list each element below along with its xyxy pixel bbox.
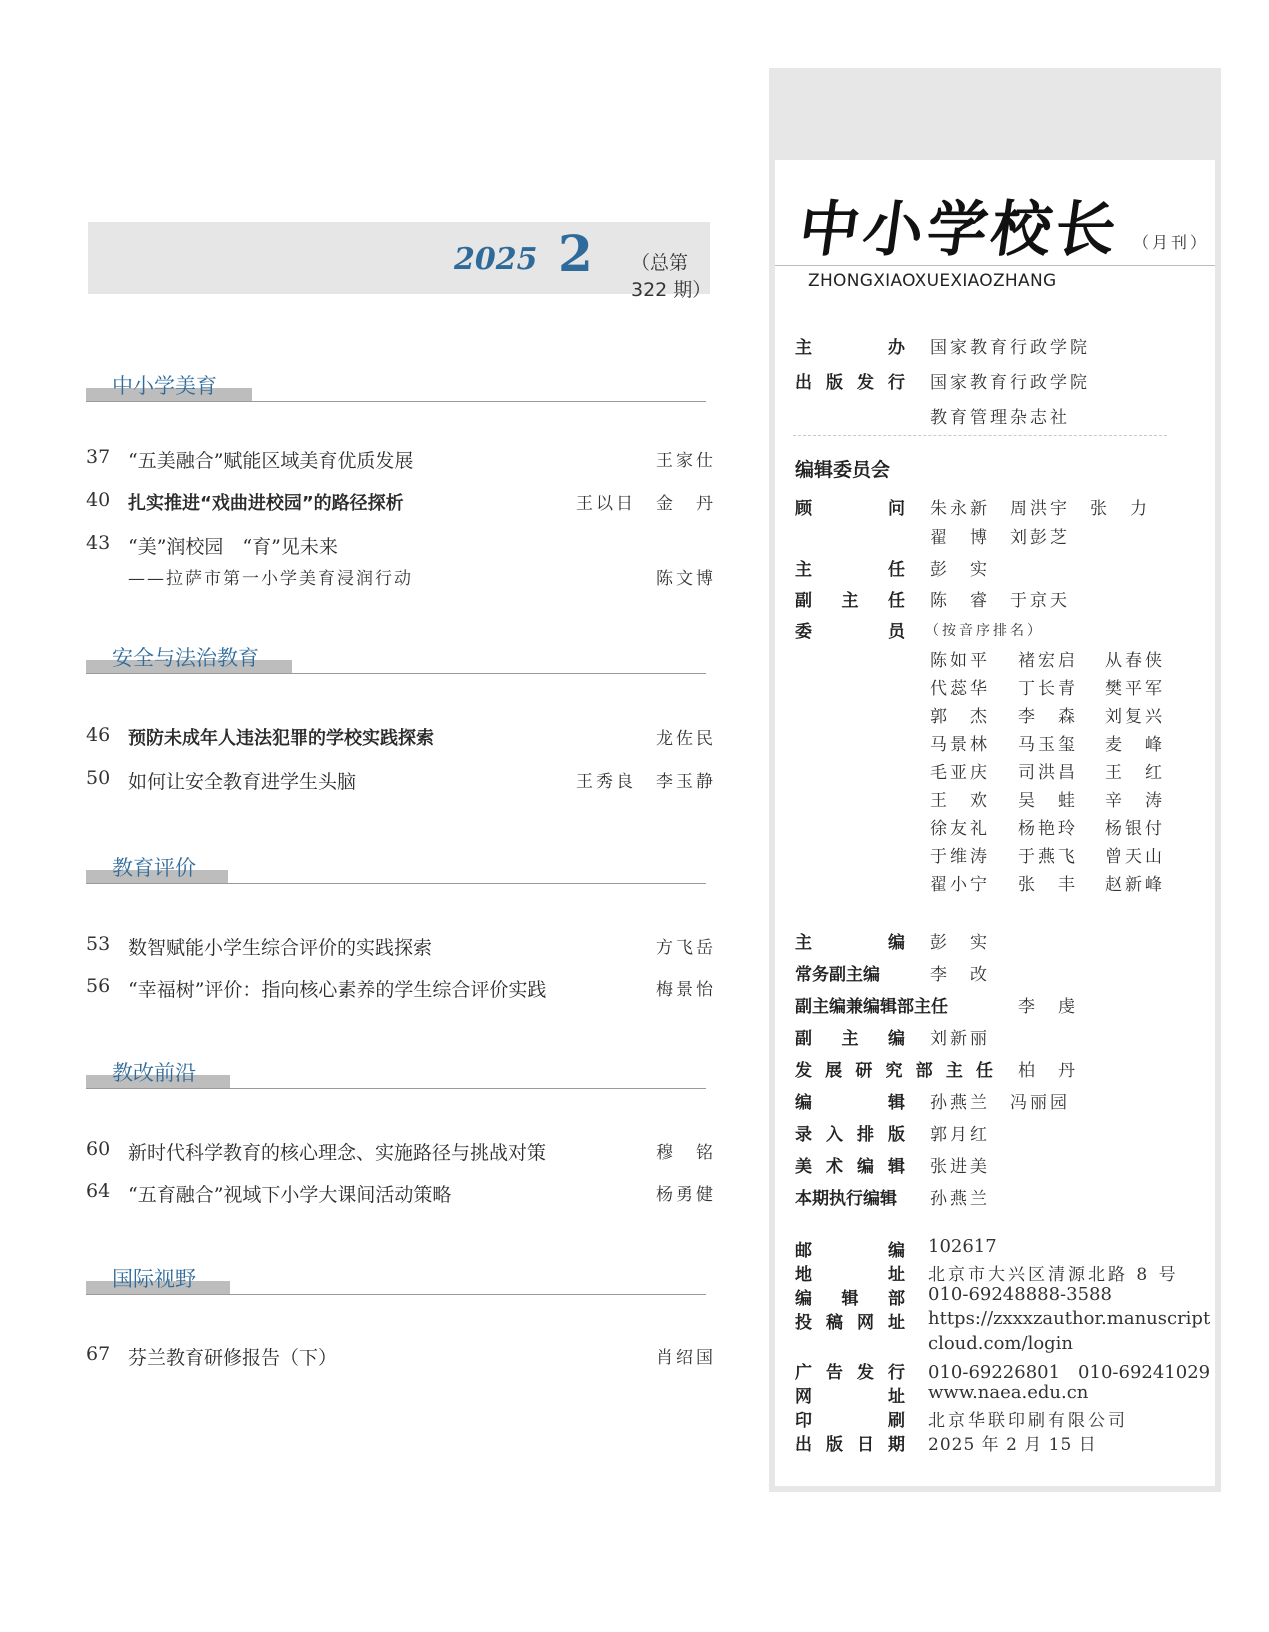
submission-url[interactable]: https://zxxxzauthor.manuscript [928,1308,1211,1329]
toc-entry[interactable] [86,446,716,478]
section-rule [86,1294,706,1295]
logo-divider [775,265,1215,266]
toc-page-number: 37 [86,446,111,468]
toc-subtitle: ——拉萨市第一小学美育浸润行动 [128,569,413,589]
issue-year: 2025 [454,242,538,277]
toc-page-number: 46 [86,724,111,746]
toc-entry[interactable] [86,1180,716,1212]
toc-title[interactable]: 新时代科学教育的核心理念、实施路径与挑战对策 [128,1142,547,1164]
staff-value: 李 虔 [1018,997,1078,1017]
board-member: 吴 蛙 [1018,791,1078,811]
board-member: 毛亚庆 [930,763,990,783]
contact-label: 广告发行 [795,1363,905,1383]
toc-entry[interactable] [86,1343,716,1375]
contact-label: 投稿网址 [795,1313,905,1333]
staff-value: 柏 丹 [1018,1061,1078,1081]
toc-entry[interactable] [86,767,716,799]
toc-title[interactable]: 预防未成年人违法犯罪的学校实践探索 [128,728,434,749]
toc-entry[interactable] [86,933,716,965]
toc-entry[interactable] [86,489,716,521]
publisher-value-2: 教育管理杂志社 [930,408,1070,428]
masthead-divider [793,435,1167,436]
toc-page-number: 60 [86,1138,111,1160]
toc-authors: 杨勇健 [656,1185,716,1205]
publisher-value: 国家教育行政学院 [930,373,1090,393]
section-header-reform-frontier [86,1057,706,1091]
board-member: 赵新峰 [1105,875,1165,895]
board-member: 杨银付 [1105,819,1165,839]
section-rule [86,401,706,402]
toc-title[interactable]: 芬兰教育研修报告（下） [128,1347,338,1369]
toc-page-number: 43 [86,532,111,554]
members-note: （按音序排名） [925,623,1044,639]
contact-label: 出版日期 [795,1435,905,1455]
toc-page-number: 40 [86,489,111,511]
staff-value: 孙燕兰 冯丽园 [930,1093,1070,1113]
toc-page-number: 56 [86,975,111,997]
section-title: 安全与法治教育 [112,646,259,670]
advisors-label: 顾 问 [795,499,905,519]
staff-label: 录入排版 [795,1125,905,1145]
magazine-logo: 中小学校长 [794,195,1125,265]
board-member: 马景林 [930,735,990,755]
toc-authors: 陈文博 [656,569,716,589]
submission-url-cont[interactable]: cloud.com/login [928,1333,1074,1354]
staff-value: 郭月红 [930,1125,990,1145]
toc-entry[interactable] [86,724,716,756]
staff-label: 本期执行编辑 [795,1189,897,1209]
section-title: 教改前沿 [112,1061,196,1085]
staff-value: 张进美 [930,1157,990,1177]
staff-label: 编 辑 [795,1093,905,1113]
board-member: 杨艳玲 [1018,819,1078,839]
contact-label: 编 辑 部 [795,1289,905,1309]
board-member: 李 森 [1018,707,1078,727]
board-member: 王 欢 [930,791,990,811]
toc-authors: 梅景怡 [656,980,716,1000]
board-member: 代蕊华 [930,679,990,699]
section-header-aesthetic-education [86,370,706,404]
board-member: 司洪昌 [1018,763,1078,783]
advertising-phone: 010-69226801 010-69241029 [928,1362,1211,1383]
toc-title[interactable]: 数智赋能小学生综合评价的实践探索 [128,937,433,959]
members-label: 委 员 [795,622,905,642]
deputy-director-label: 副 主 任 [795,591,905,611]
postal-code: 102617 [928,1236,997,1257]
address: 北京市大兴区清源北路 8 号 [928,1265,1179,1285]
section-title: 教育评价 [112,856,196,880]
toc-title[interactable]: 如何让安全教育进学生头脑 [128,771,357,793]
staff-value: 孙燕兰 [930,1189,990,1209]
toc-page-number: 53 [86,933,111,955]
board-member: 翟小宁 [930,875,990,895]
toc-title[interactable]: “美”润校园 “育”见未来 [128,536,338,558]
section-rule [86,883,706,884]
publisher-label: 出版发行 [795,373,905,393]
editorial-board-title: 编辑委员会 [795,459,891,481]
staff-label: 常务副主编 [795,965,880,985]
contact-label: 邮 编 [795,1241,905,1261]
toc-page-number: 64 [86,1180,111,1202]
board-member: 樊平军 [1105,679,1165,699]
board-member: 丁长青 [1018,679,1078,699]
board-member: 郭 杰 [930,707,990,727]
section-title: 国际视野 [112,1267,196,1291]
section-rule [86,1088,706,1089]
publication-frequency: （月刊） [1133,233,1210,252]
toc-authors: 王以日 金 丹 [576,494,716,514]
board-member: 张 丰 [1018,875,1078,895]
toc-entry[interactable] [86,975,716,1007]
toc-entry[interactable] [86,1138,716,1170]
toc-page-number: 50 [86,767,111,789]
advisors-line-2: 翟 博 刘彭芝 [930,528,1070,548]
staff-label: 发展研究部主任 [795,1061,993,1081]
toc-title[interactable]: “幸福树”评价：指向核心素养的学生综合评价实践 [128,979,547,1001]
toc-authors: 王家仕 [656,451,716,471]
contact-label: 网 址 [795,1387,905,1407]
issue-banner [88,222,712,301]
magazine-pinyin: ZHONGXIAOXUEXIAOZHANG [808,271,1057,291]
board-member: 麦 峰 [1105,735,1165,755]
board-member: 陈如平 [930,651,990,671]
deputy-director-value: 陈 睿 于京天 [930,591,1070,611]
toc-page-number: 67 [86,1343,111,1365]
board-member: 褚宏启 [1018,651,1078,671]
staff-label: 主 编 [795,933,905,953]
board-member: 王 红 [1105,763,1165,783]
sponsor-value: 国家教育行政学院 [930,338,1090,358]
director-value: 彭 实 [930,560,990,580]
toc-authors: 肖绍国 [656,1348,716,1368]
section-title: 中小学美育 [112,374,217,398]
staff-value: 刘新丽 [930,1029,990,1049]
printer: 北京华联印刷有限公司 [928,1411,1128,1431]
section-header-evaluation [86,852,706,886]
toc-title[interactable]: 扎实推进“戏曲进校园”的路径探析 [128,493,404,514]
toc-authors: 龙佐民 [656,729,716,749]
contact-label: 印 刷 [795,1411,905,1431]
issue-number: 2 [558,224,593,283]
toc-authors: 方飞岳 [656,938,716,958]
advisors-line-1: 朱永新 周洪宇 张 力 [930,499,1150,519]
toc-authors: 穆 铭 [656,1143,716,1163]
toc-authors: 王秀良 李玉静 [576,772,716,792]
board-member: 从春侠 [1105,651,1165,671]
editorial-phone: 010-69248888-3588 [928,1284,1112,1305]
board-member: 马玉玺 [1018,735,1078,755]
section-header-safety-law [86,642,706,676]
board-member: 于维涛 [930,847,990,867]
section-header-international [86,1263,706,1297]
contact-label: 地 址 [795,1265,905,1285]
website-link[interactable]: www.naea.edu.cn [928,1382,1089,1403]
director-label: 主 任 [795,560,905,580]
issue-total: （总第 322 期） [631,252,712,301]
section-rule [86,673,706,674]
staff-label: 副 主 编 [795,1029,905,1049]
toc-title[interactable]: “五育融合”视域下小学大课间活动策略 [128,1184,452,1206]
sponsor-label: 主 办 [795,338,905,358]
board-member: 辛 涛 [1105,791,1165,811]
board-member: 曾天山 [1105,847,1165,867]
staff-label: 美术编辑 [795,1157,905,1177]
staff-value: 李 改 [930,965,990,985]
board-member: 刘复兴 [1105,707,1165,727]
staff-label: 副主编兼编辑部主任 [795,997,948,1017]
staff-value: 彭 实 [930,933,990,953]
publish-date: 2025 年 2 月 15 日 [928,1435,1097,1455]
toc-entry[interactable] [86,532,716,596]
toc-title[interactable]: “五美融合”赋能区域美育优质发展 [128,450,414,472]
board-member: 于燕飞 [1018,847,1078,867]
board-member: 徐友礼 [930,819,990,839]
